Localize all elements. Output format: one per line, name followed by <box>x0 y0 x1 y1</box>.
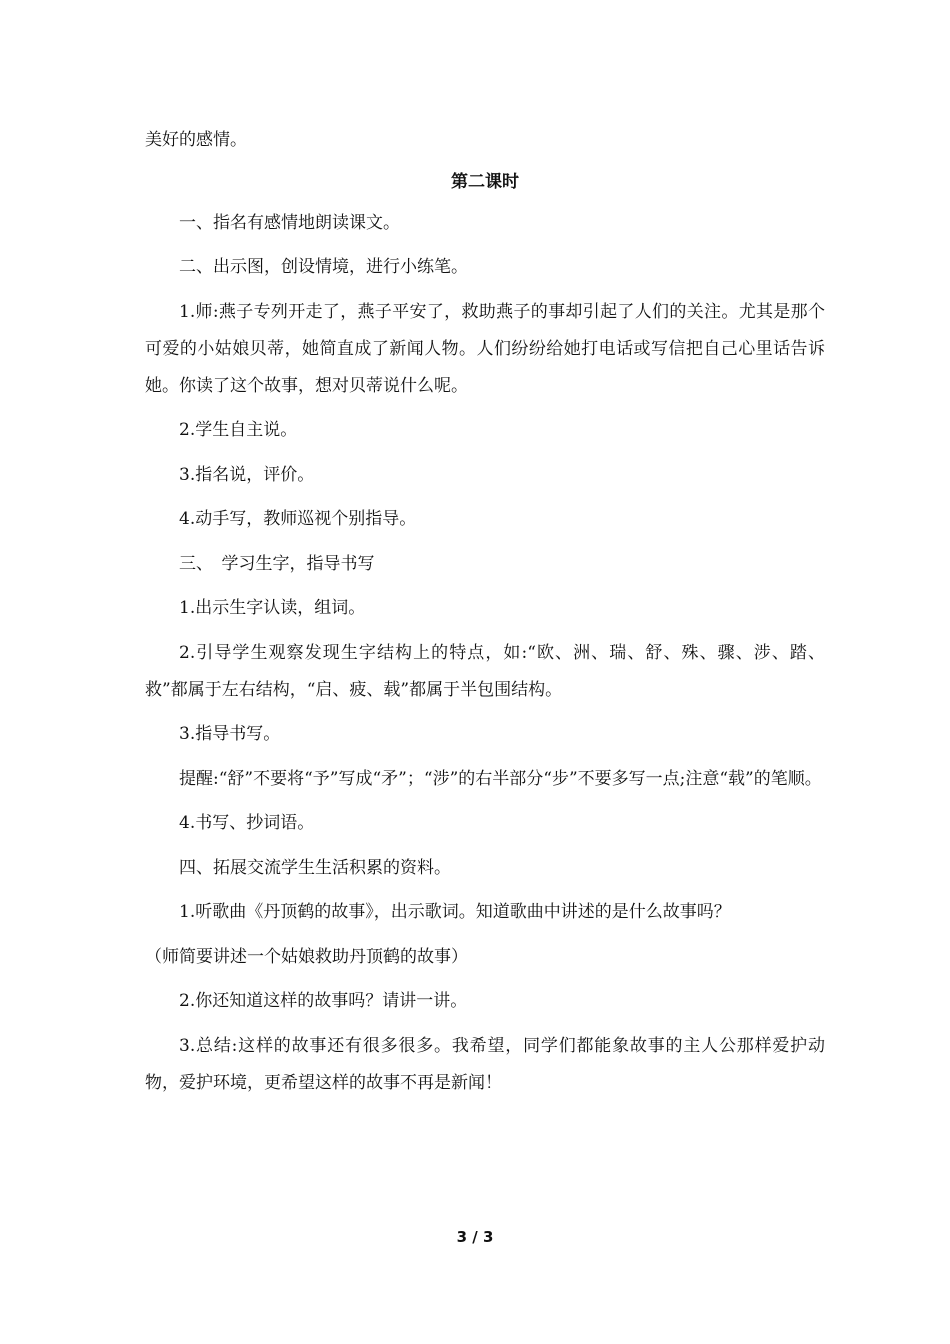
paragraph: 二、出示图，创设情境，进行小练笔。 <box>179 257 468 277</box>
section-heading: 第二课时 <box>451 171 519 192</box>
continuation-text: 美好的感情。 <box>145 130 247 150</box>
paragraph: 四、拓展交流学生生活积累的资料。 <box>179 857 451 878</box>
paragraph: 1.师:燕子专列开走了，燕子平安了，救助燕子的事却引起了人们的关注。尤其是那个可爱的小姑娘贝蒂，她简直成了新闻人物。人们纷纷给她打电话或写信把自己心里话告诉她。你读了这个故事，想对贝蒂说什么呢。 <box>145 301 825 396</box>
paragraph: 2.你还知道这样的故事吗？请讲一讲。 <box>179 991 468 1011</box>
paragraph: 3.指导书写。 <box>179 724 281 744</box>
paragraph: （师简要讲述一个姑娘救助丹顶鹤的故事） <box>145 946 468 967</box>
paragraph: 2.学生自主说。 <box>179 420 298 440</box>
paragraph: 3.指名说，评价。 <box>179 464 315 485</box>
page-number: 3 / 3 <box>456 1228 494 1246</box>
document-body <box>145 122 825 1109</box>
paragraph: 一、指名有感情地朗读课文。 <box>179 212 400 233</box>
paragraph: 1.听歌曲《丹顶鹤的故事》，出示歌词。知道歌曲中讲述的是什么故事吗？ <box>179 902 731 922</box>
paragraph: 2.引导学生观察发现生字结构上的特点，如:“欧、洲、瑞、舒、殊、骤、涉、踏、救”都属于左右结构，“启、疲、载”都属于半包围结构。 <box>145 642 825 700</box>
paragraph: 提醒:“舒”不要将“予”写成“矛”；“涉”的右半部分“步”不要多写一点;注意“载”的笔顺。 <box>179 768 822 789</box>
paragraph: 1.出示生字认读，组词。 <box>179 598 366 618</box>
paragraph: 4.动手写，教师巡视个别指导。 <box>179 509 417 529</box>
paragraph: 三、 学习生字，指导书写 <box>179 553 375 574</box>
paragraph: 3.总结:这样的故事还有很多很多。我希望，同学们都能象故事的主人公那样爱护动物，爱护环境，更希望这样的故事不再是新闻！ <box>145 1035 825 1093</box>
paragraph: 4.书写、抄词语。 <box>179 813 315 833</box>
